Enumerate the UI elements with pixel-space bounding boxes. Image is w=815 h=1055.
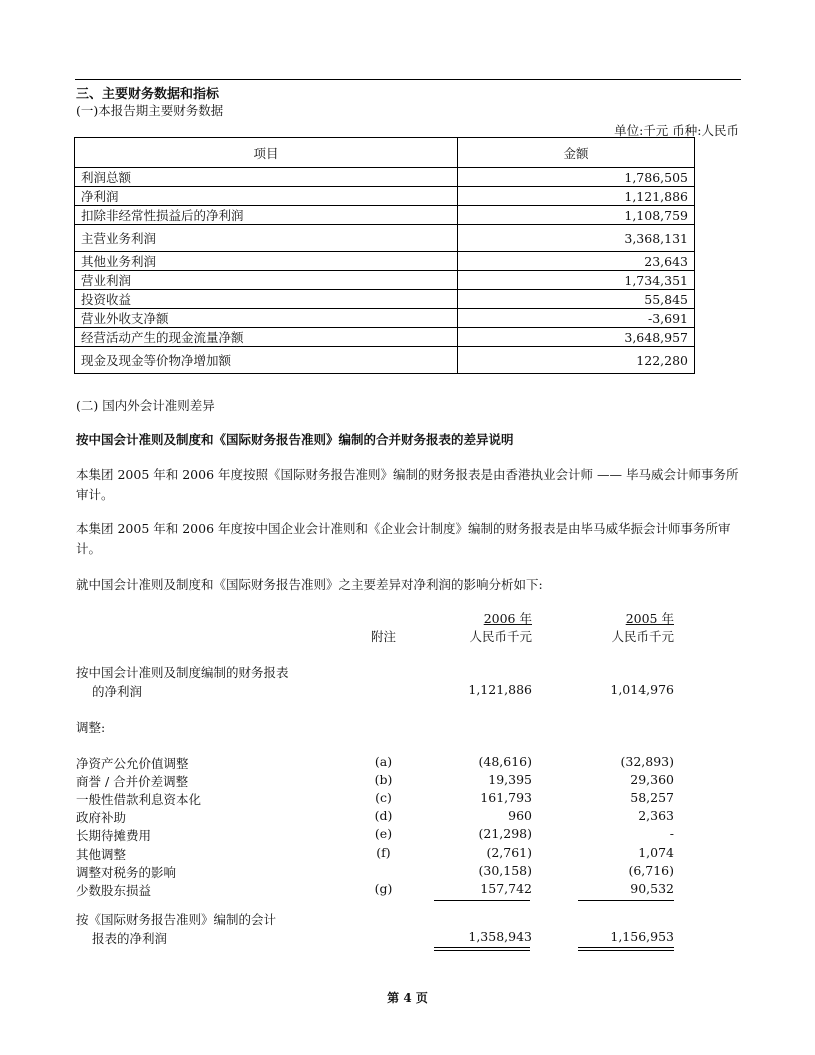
- table-row: [75, 347, 695, 374]
- row-item: 投资收益: [75, 290, 458, 309]
- adjustment-2005: 1,074: [638, 845, 674, 860]
- note-header: 附注: [370, 629, 396, 644]
- unit-note: 单位:千元 币种:人民币: [614, 123, 739, 138]
- adjustment-label: 商誉 / 合并价差调整: [76, 774, 189, 789]
- adjustment-2006: (21,298): [478, 826, 532, 841]
- adjustment-2006: 157,742: [480, 881, 532, 896]
- total-rule-2005-b: [578, 950, 674, 951]
- row-amount: 1,786,505: [458, 168, 695, 187]
- adjustment-2005: (32,893): [620, 754, 674, 769]
- total-rule-2006-a: [434, 947, 530, 948]
- adjustment-2006: 960: [508, 808, 532, 823]
- adjustment-2005: 58,257: [630, 790, 674, 805]
- adjustment-note: (g): [374, 881, 393, 896]
- section-title: 三、主要财务数据和指标: [76, 87, 220, 102]
- total-rule-2006-b: [434, 950, 530, 951]
- row-amount: 122,280: [458, 347, 695, 374]
- adjustments-label: 调整:: [76, 720, 106, 735]
- adjustment-label: 一般性借款利息资本化: [76, 792, 202, 807]
- header-item: 项目: [75, 138, 458, 168]
- row-item: 现金及现金等价物净增加额: [75, 347, 458, 374]
- page-number: 第 4 页: [387, 991, 428, 1005]
- row-amount: 1,108,759: [458, 206, 695, 225]
- paragraph-analysis-intro: 就中国会计准则及制度和《国际财务报告准则》之主要差异对净利润的影响分析如下:: [76, 577, 543, 592]
- table-row: [75, 252, 695, 271]
- adjustment-row: [76, 808, 696, 826]
- table-row: [75, 187, 695, 206]
- row-item: 净利润: [75, 187, 458, 206]
- table-row: [75, 225, 695, 252]
- row-amount: -3,691: [458, 309, 695, 328]
- header-amount: 金额: [458, 138, 695, 168]
- row-item: 经营活动产生的现金流量净额: [75, 328, 458, 347]
- table-row: [75, 309, 695, 328]
- adjustments-heading: [76, 718, 696, 736]
- adjustment-row: [76, 845, 696, 863]
- paragraph-ifrs-audit: 本集团 2005 年和 2006 年度按照《国际财务报告准则》编制的财务报表是由香港执业会计师 —— 毕马威会计师事务所审计。: [76, 467, 739, 502]
- adjustment-note: (d): [374, 808, 393, 823]
- adjustment-2005: 2,363: [638, 808, 674, 823]
- financial-data-table: [74, 137, 695, 374]
- adjustment-label: 调整对税务的影响: [76, 865, 177, 880]
- row-amount: 23,643: [458, 252, 695, 271]
- top-rule: [75, 79, 741, 80]
- subsection-gaap-differences: (二) 国内外会计准则差异: [76, 398, 215, 413]
- adjustment-2006: (48,616): [478, 754, 532, 769]
- adjustment-note: (e): [374, 826, 393, 841]
- prc-2005: 1,014,976: [610, 682, 674, 697]
- table-header-row: [75, 138, 695, 168]
- subsection-main-financial-data: (一)本报告期主要财务数据: [76, 103, 224, 118]
- adjustment-note: (b): [374, 772, 393, 787]
- prc-2006: 1,121,886: [468, 682, 532, 697]
- subtotal-rule-2005: [578, 900, 674, 901]
- adjustment-row: [76, 754, 696, 772]
- row-item: 利润总额: [75, 168, 458, 187]
- adjustment-2006: 19,395: [488, 772, 532, 787]
- ifrs-net-profit-row: [76, 929, 696, 947]
- adjustment-label: 少数股东损益: [76, 883, 152, 898]
- prc-net-profit-row: [76, 682, 696, 700]
- year-2006: 2006 年: [483, 611, 532, 626]
- adjustment-2005: 90,532: [630, 881, 674, 896]
- row-item: 扣除非经常性损益后的净利润: [75, 206, 458, 225]
- row-item: 营业外收支净额: [75, 309, 458, 328]
- ifrs-2006: 1,358,943: [468, 929, 532, 944]
- adjustment-2006: (30,158): [478, 863, 532, 878]
- row-amount: 3,368,131: [458, 225, 695, 252]
- row-amount: 1,121,886: [458, 187, 695, 206]
- adjustment-note: (c): [375, 790, 392, 805]
- differences-heading: 按中国会计准则及制度和《国际财务报告准则》编制的合并财务报表的差异说明: [76, 432, 514, 447]
- table-row: [75, 206, 695, 225]
- adjustment-2006: (2,761): [486, 845, 532, 860]
- adjustment-row: [76, 863, 696, 881]
- row-amount: 55,845: [458, 290, 695, 309]
- ifrs-net-profit-line1: [76, 910, 696, 928]
- currency-2006: 人民币千元: [469, 629, 532, 644]
- ifrs-2005: 1,156,953: [610, 929, 674, 944]
- adjustment-row: [76, 826, 696, 844]
- adjustment-2006: 161,793: [480, 790, 532, 805]
- adjustment-note: (a): [374, 754, 393, 769]
- ifrs-label-line1: 按《国际财务报告准则》编制的会计: [76, 912, 277, 927]
- prc-net-profit-line1: [76, 663, 696, 681]
- row-item: 营业利润: [75, 271, 458, 290]
- table-row: [75, 290, 695, 309]
- paragraph-prc-audit: 本集团 2005 年和 2006 年度按中国企业会计准则和《企业会计制度》编制的财务报表是由毕马威华振会计师事务所审计。: [76, 521, 731, 556]
- adjustment-label: 长期待摊费用: [76, 828, 152, 843]
- ifrs-label-line2: 报表的净利润: [92, 931, 168, 946]
- adjustment-row: [76, 772, 696, 790]
- row-amount: 1,734,351: [458, 271, 695, 290]
- adjustment-label: 其他调整: [76, 847, 127, 862]
- adjustment-2005: (6,716): [628, 863, 674, 878]
- prc-label-line1: 按中国会计准则及制度编制的财务报表: [76, 665, 289, 680]
- row-item: 主营业务利润: [75, 225, 458, 252]
- recon-year-header: [76, 609, 696, 627]
- adjustment-label: 政府补助: [76, 810, 127, 825]
- table-row: [75, 271, 695, 290]
- row-amount: 3,648,957: [458, 328, 695, 347]
- adjustment-2005: 29,360: [630, 772, 674, 787]
- adjustment-row: [76, 881, 696, 899]
- total-rule-2005-a: [578, 947, 674, 948]
- currency-2005: 人民币千元: [611, 629, 674, 644]
- prc-label-line2: 的净利润: [92, 684, 143, 699]
- adjustment-label: 净资产公允价值调整: [76, 756, 189, 771]
- recon-currency-header: [76, 627, 696, 645]
- adjustment-row: [76, 790, 696, 808]
- adjustment-note: (f): [376, 845, 391, 860]
- table-row: [75, 168, 695, 187]
- table-row: [75, 328, 695, 347]
- row-item: 其他业务利润: [75, 252, 458, 271]
- year-2005: 2005 年: [625, 611, 674, 626]
- adjustment-2005: -: [669, 826, 674, 841]
- subtotal-rule-2006: [434, 900, 530, 901]
